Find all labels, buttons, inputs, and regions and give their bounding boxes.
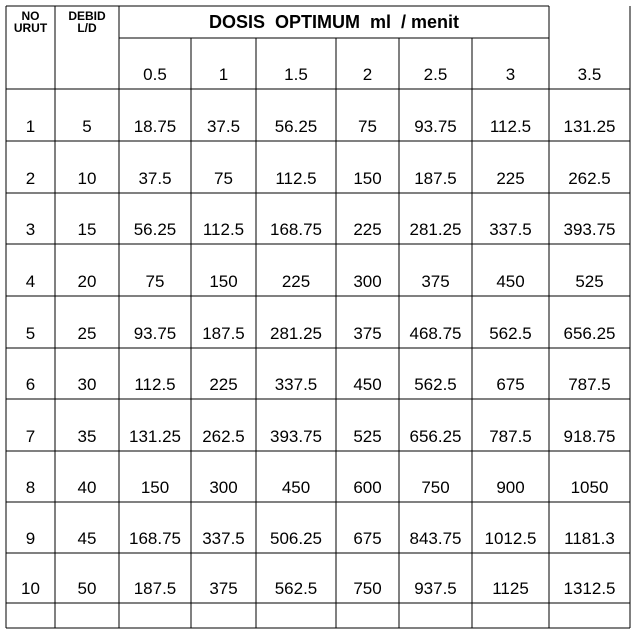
- row-dose-value: 450: [496, 272, 525, 291]
- row-dose-value: 112.5: [489, 117, 532, 136]
- header-dose: 3.5: [577, 65, 602, 84]
- row-dose-value: 750: [353, 579, 382, 598]
- row-dose-value: 262.5: [568, 169, 611, 188]
- row-dose-value: 37.5: [138, 169, 172, 188]
- row-dose-value: 375: [353, 324, 382, 343]
- row-no-urut: 7: [25, 427, 36, 446]
- row-dose-value: 1050: [570, 478, 609, 497]
- row-dose-value: 300: [353, 272, 382, 291]
- row-dose-value: 562.5: [489, 324, 532, 343]
- row-dose-value: 131.25: [129, 427, 181, 446]
- row-dose-value: 900: [496, 478, 525, 497]
- header-dose: 2.5: [423, 65, 448, 84]
- row-debid: 35: [77, 427, 97, 446]
- row-dose-value: 937.5: [414, 579, 457, 598]
- row-no-urut: 5: [25, 324, 36, 343]
- row-dose-value: 112.5: [275, 169, 317, 188]
- row-dose-value: 56.25: [133, 220, 177, 239]
- row-dose-value: 1181.3: [564, 529, 615, 548]
- row-dose-value: 281.25: [409, 220, 462, 239]
- header-dose: 1: [218, 65, 229, 84]
- row-dose-value: 675: [353, 529, 382, 548]
- row-debid: 50: [77, 579, 97, 598]
- row-dose-value: 1312.5: [563, 579, 616, 598]
- row-debid: 20: [77, 272, 97, 291]
- row-dose-value: 656.25: [409, 427, 462, 446]
- row-dose-value: 168.75: [270, 220, 322, 239]
- row-dose-value: 225: [353, 220, 382, 239]
- row-dose-value: 225: [281, 272, 311, 291]
- row-dose-value: 150: [209, 272, 238, 291]
- row-dose-value: 525: [575, 272, 604, 291]
- row-dose-value: 131.25: [563, 117, 616, 136]
- row-dose-value: 375: [421, 272, 450, 291]
- row-debid: 25: [77, 324, 97, 343]
- header-title: DOSIS OPTIMUM ml / menit: [208, 11, 460, 32]
- row-debid: 45: [77, 529, 97, 548]
- row-dose-value: 281.25: [270, 324, 322, 343]
- row-dose-value: 93.75: [133, 324, 177, 343]
- row-dose-value: 393.75: [270, 427, 322, 446]
- row-dose-value: 450: [353, 375, 382, 394]
- row-no-urut: 6: [25, 375, 36, 394]
- row-dose-value: 150: [140, 478, 170, 497]
- row-no-urut: 9: [25, 529, 36, 548]
- row-dose-value: 187.5: [414, 169, 457, 188]
- row-dose-value: 168.75: [129, 529, 181, 548]
- row-no-urut: 3: [25, 220, 36, 239]
- header-debid-line: L/D: [77, 21, 97, 35]
- row-dose-value: 37.5: [206, 117, 241, 136]
- row-dose-value: 337.5: [489, 220, 532, 239]
- row-dose-value: 600: [353, 478, 382, 497]
- row-dose-value: 468.75: [409, 324, 462, 343]
- header-debid-line: DEBID: [68, 9, 106, 23]
- row-dose-value: 656.25: [563, 324, 616, 343]
- row-debid: 5: [82, 117, 92, 136]
- row-dose-value: 337.5: [202, 529, 245, 548]
- row-debid: 30: [77, 375, 97, 394]
- row-dose-value: 375: [209, 579, 238, 598]
- row-no-urut: 8: [25, 478, 36, 497]
- row-dose-value: 843.75: [409, 529, 462, 548]
- row-dose-value: 787.5: [568, 375, 611, 394]
- row-dose-value: 75: [214, 169, 233, 188]
- row-dose-value: 18.75: [133, 117, 177, 136]
- row-dose-value: 56.25: [274, 117, 318, 136]
- row-dose-value: 187.5: [133, 579, 177, 598]
- header-no-urut-line: URUT: [13, 21, 48, 35]
- header-debid: [55, 10, 119, 40]
- row-dose-value: 262.5: [202, 427, 245, 446]
- row-dose-value: 150: [353, 169, 382, 188]
- row-dose-value: 506.25: [270, 529, 322, 548]
- row-dose-value: 75: [358, 117, 377, 136]
- row-dose-value: 225: [496, 169, 525, 188]
- row-dose-value: 1012.5: [484, 529, 537, 548]
- row-debid: 10: [77, 169, 97, 188]
- header-dose: 1.5: [284, 65, 308, 84]
- row-dose-value: 918.75: [563, 427, 616, 446]
- header-dose: 2: [362, 65, 373, 84]
- row-dose-value: 562.5: [414, 375, 457, 394]
- row-debid: 15: [77, 220, 97, 239]
- row-debid: 40: [77, 478, 97, 497]
- row-no-urut: 1: [25, 117, 36, 136]
- row-dose-value: 187.5: [202, 324, 245, 343]
- row-dose-value: 225: [209, 375, 238, 394]
- header-dose: 0.5: [143, 65, 167, 84]
- row-dose-value: 300: [209, 478, 238, 497]
- row-no-urut: 10: [21, 579, 40, 598]
- row-dose-value: 75: [145, 272, 165, 291]
- row-dose-value: 787.5: [489, 427, 532, 446]
- row-dose-value: 93.75: [414, 117, 457, 136]
- row-dose-value: 750: [421, 478, 450, 497]
- row-dose-value: 1125: [492, 579, 529, 598]
- row-dose-value: 450: [281, 478, 311, 497]
- row-dose-value: 675: [496, 375, 525, 394]
- row-dose-value: 337.5: [274, 375, 318, 394]
- row-dose-value: 112.5: [134, 375, 176, 394]
- row-dose-value: 525: [353, 427, 382, 446]
- row-dose-value: 112.5: [202, 220, 245, 239]
- row-dose-value: 562.5: [274, 579, 318, 598]
- header-no-urut: [6, 10, 55, 40]
- row-no-urut: 2: [25, 169, 36, 188]
- row-no-urut: 4: [25, 272, 36, 291]
- header-no-urut-line: NO: [21, 9, 40, 23]
- header-dose: 3: [505, 65, 516, 84]
- row-dose-value: 393.75: [563, 220, 616, 239]
